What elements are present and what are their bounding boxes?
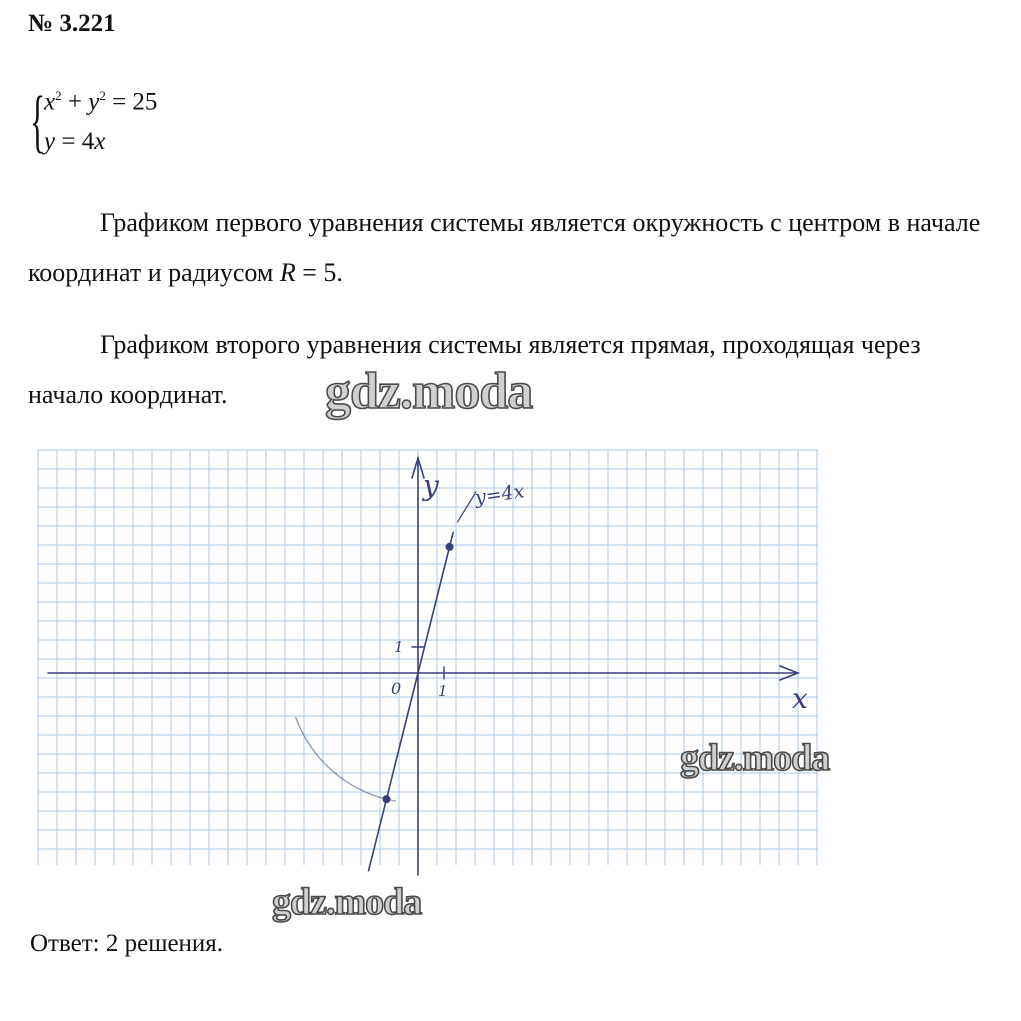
pencil-drawing bbox=[48, 458, 798, 875]
line-label: y=4x bbox=[473, 480, 526, 509]
brace: { bbox=[30, 83, 46, 160]
intersection-point-2 bbox=[383, 796, 390, 803]
unit-y-label: 1 bbox=[394, 638, 404, 656]
paragraph-circle: Графиком первого уравнения системы является окружность с центром в начале координат и радиусом R = 5. bbox=[28, 208, 981, 287]
problem-number: № 3.221 bbox=[28, 10, 116, 37]
grid-paper bbox=[38, 450, 818, 865]
watermark-3: gdz.moda bbox=[272, 881, 422, 923]
paragraph-line: Графиком второго уравнения системы является прямая, проходящая через начало координат. bbox=[28, 330, 921, 409]
equation-line: y = 4x bbox=[44, 128, 106, 155]
axis-x-label: x bbox=[792, 682, 808, 715]
answer: Ответ: 2 решения. bbox=[30, 930, 224, 957]
origin-label: 0 bbox=[391, 679, 402, 698]
equation-circle: $x^2 + y^2 = 25$ bbox=[44, 88, 158, 116]
watermark-2: gdz.moda bbox=[680, 737, 830, 779]
unit-x-label: 1 bbox=[438, 682, 448, 700]
graph bbox=[28, 440, 828, 890]
equation-system bbox=[30, 84, 250, 164]
watermark-1: gdz.moda bbox=[325, 363, 533, 420]
axis-y-label: y bbox=[423, 469, 439, 502]
intersection-point-1 bbox=[446, 543, 453, 550]
